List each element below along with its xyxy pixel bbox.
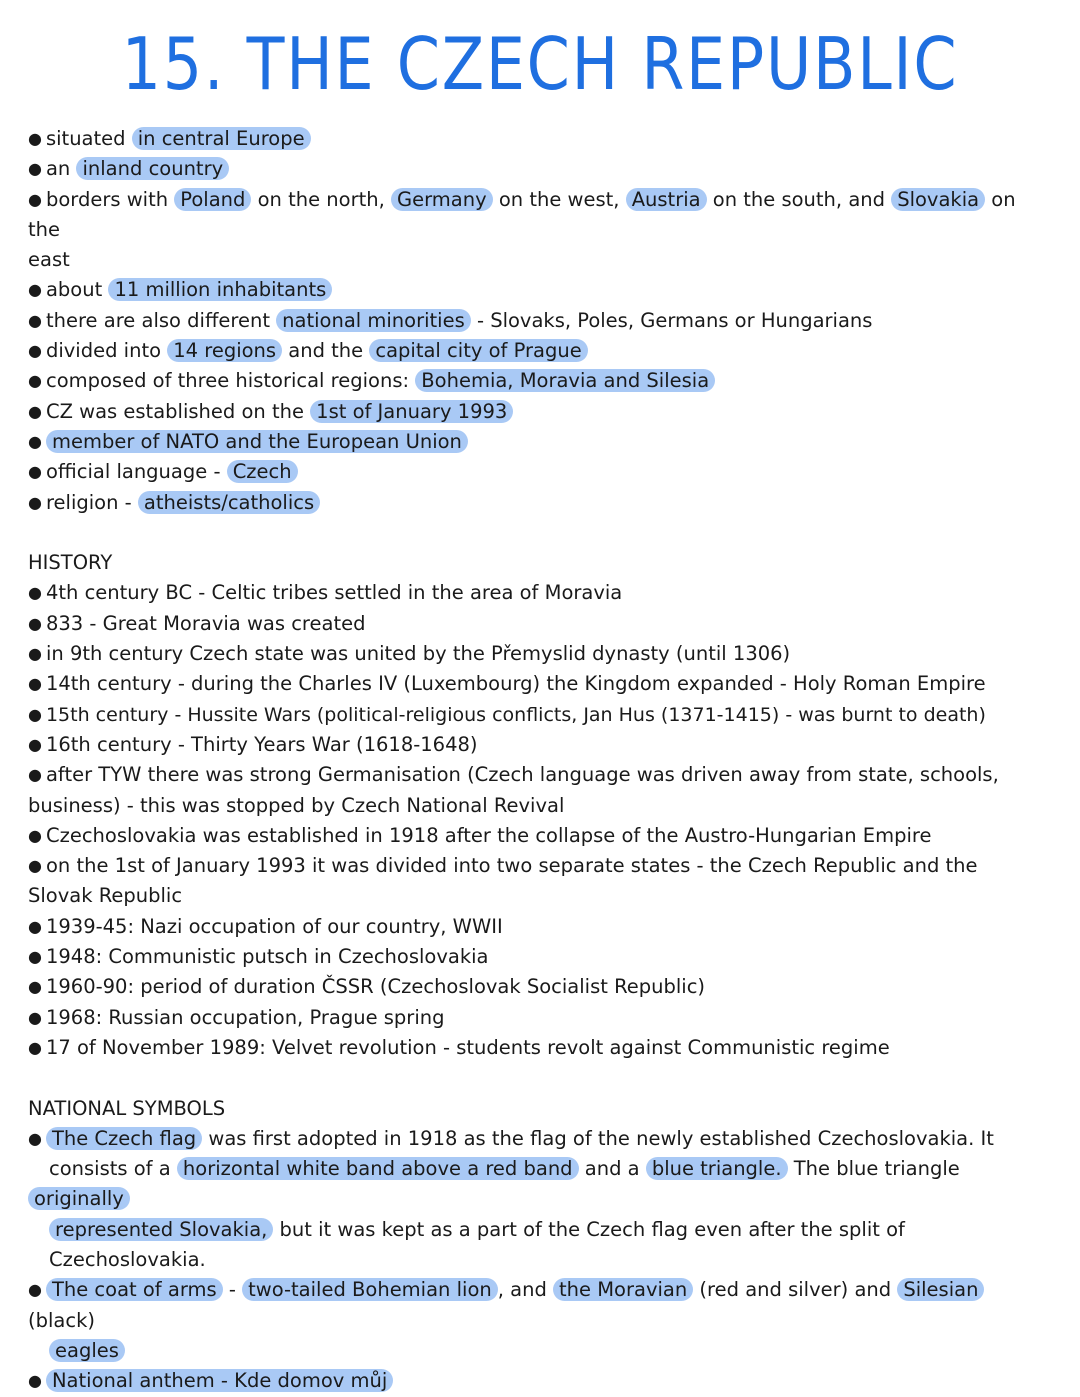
list-item [28,336,1038,366]
continuation [28,1218,905,1241]
list-item [28,154,1038,184]
section-heading-symbols: NATIONAL SYMBOLS [28,1096,226,1120]
bullet-dot-icon: ● [28,916,42,936]
list-item [28,1275,1038,1366]
highlight: National anthem - Kde domov můj [46,1369,393,1392]
bullet-dot-icon: ● [28,674,42,694]
list-item [28,1033,1038,1063]
continuation [28,1248,206,1271]
list-item [28,942,1038,972]
bullet-dot-icon: ● [28,371,42,391]
bullet-dot-icon: ● [28,977,42,997]
bullet-dot-icon: ● [28,341,42,361]
list-item [28,427,1038,457]
text: 1960-90: period of duration ČSSR (Czechoslovak Socialist Republic) [45,975,706,999]
highlight: 11 million inhabitants [108,278,332,301]
list-item [28,1366,1038,1396]
list-item [28,700,1038,730]
list-item [28,488,1038,518]
text: Czechoslovakia was established in 1918 after the collapse of the Austro-Hungarian Empire [45,823,932,847]
text: 833 - Great Moravia was created [45,611,366,635]
section-heading-history: HISTORY [28,551,113,575]
text: after TYW there was strong Germanisation (Czech language was driven away from state, schools, [45,763,999,787]
continuation [28,1339,125,1362]
list-item [28,851,1038,912]
bullet-dot-icon: ● [28,947,42,967]
list-item [28,669,1038,699]
text: on the west, [492,187,626,211]
text: 1948: Communistic putsch in Czechoslovakia [45,945,489,969]
bullet-dot-icon: ● [28,704,42,724]
spacer [28,1063,1038,1093]
bullet-dot-icon: ● [28,280,42,300]
highlight: represented Slovakia, [49,1218,273,1241]
highlight: Bohemia, Moravia and Silesia [415,369,715,392]
bullet-dot-icon: ● [28,1007,42,1027]
list-item [28,457,1038,487]
text: east [28,248,70,272]
text: on the [28,187,1016,241]
bullet-dot-icon: ● [28,1037,42,1057]
highlight: atheists/catholics [138,491,320,514]
text: on the 1st of January 1993 it was divided into two separate states - the Czech Republic and the [45,854,978,878]
page-title: 15. THE CZECH REPUBLIC [121,22,959,106]
text: business) - this was stopped by Czech National Revival [28,793,565,817]
list-item [28,972,1038,1002]
text: (black) [28,1308,95,1332]
text: 1968: Russian occupation, Prague spring [45,1005,445,1029]
list-item [28,306,1038,336]
bullet-dot-icon: ● [28,613,42,633]
bullet-dot-icon: ● [28,462,42,482]
bullet-dot-icon: ● [28,159,42,179]
highlight: The coat of arms [46,1278,223,1301]
text: 14th century - during the Charles IV (Luxembourg) the Kingdom expanded - Holy Roman Empire [45,672,986,696]
text: Czechoslovakia. [49,1247,206,1271]
text: but it was kept as a part of the Czech flag even after the split of [273,1217,905,1241]
text: religion - [45,490,138,514]
highlight: Austria [626,188,707,211]
bullet-dot-icon: ● [28,129,42,148]
list-item [28,578,1038,608]
list-item [28,275,1038,305]
text: CZ was established on the [45,399,311,423]
bullet-dot-icon: ● [28,734,42,754]
list-item [28,730,1038,760]
text: 15th century - Hussite Wars (political-religious conflicts, Jan Hus (1371-1415) - was burnt to death) [45,703,986,726]
bullet-dot-icon: ● [28,310,42,330]
text: , and [497,1278,554,1302]
text: (red and silver) and [693,1278,898,1302]
text: on the south, and [706,187,892,211]
list-item [28,124,1038,154]
text: official language - [45,460,227,484]
text: an [45,157,77,181]
text: composed of three historical regions: [45,369,416,393]
highlight: The Czech flag [46,1127,202,1150]
bullet-dot-icon: ● [28,189,42,209]
bullet-dot-icon: ● [28,1280,42,1300]
bullet-dot-icon: ● [28,401,42,421]
list-item [28,639,1038,669]
highlight: inland country [76,157,229,180]
text: 16th century - Thirty Years War (1618-1648) [45,732,478,756]
highlight: Poland [174,188,251,211]
text: there are also different [45,308,277,332]
text: about [45,278,109,302]
bullet-dot-icon: ● [28,1371,42,1391]
highlight: horizontal white band above a red band [177,1157,579,1180]
text: The blue triangle [787,1157,960,1181]
text: on the north, [251,187,391,211]
highlight: Silesian [897,1278,984,1301]
bullet-dot-icon: ● [28,856,42,876]
list-item [28,912,1038,942]
list-item [28,821,1038,851]
bullet-dot-icon: ● [28,1128,42,1148]
highlight: national minorities [276,309,471,332]
highlight: eagles [49,1339,125,1362]
text: situated [45,127,132,150]
text: and a [578,1157,646,1181]
text: divided into [45,339,168,363]
list-item [28,397,1038,427]
text: was first adopted in 1918 as the flag of the newly established Czechoslovakia. It [202,1126,994,1150]
highlight: 1st of January 1993 [310,400,513,423]
text: - Slovaks, Poles, Germans or Hungarians [470,308,873,332]
spacer [28,518,1038,548]
bullet-dot-icon: ● [28,644,42,664]
list-item [28,1003,1038,1033]
list-item [28,760,1038,821]
bullet-dot-icon: ● [28,431,42,451]
highlight: Czech [227,460,298,483]
text: 4th century BC - Celtic tribes settled in the area of Moravia [45,581,623,605]
bullet-dot-icon: ● [28,765,42,785]
text: 17 of November 1989: Velvet revolution - students revolt against Communistic regime [45,1035,890,1059]
text: Slovak Republic [28,884,183,908]
highlight: member of NATO and the European Union [46,430,468,453]
highlight: the Moravian [553,1278,693,1301]
list-item [28,609,1038,639]
list-item [28,366,1038,396]
bullet-dot-icon: ● [28,492,42,512]
list-item [28,185,1038,276]
highlight: blue triangle. [646,1157,788,1180]
text: 1939-45: Nazi occupation of our country, WWII [45,914,503,938]
text: - [222,1278,243,1302]
continuation [28,1157,960,1210]
highlight: capital city of Prague [369,339,587,362]
highlight: 14 regions [167,339,282,362]
highlight: Slovakia [891,188,985,211]
text: consists of a [49,1157,177,1181]
bullet-dot-icon: ● [28,583,42,603]
highlight: two-tailed Bohemian lion [242,1278,498,1301]
highlight: originally [28,1187,130,1210]
highlight: Germany [391,188,493,211]
notes-body [28,124,1038,1396]
bullet-dot-icon: ● [28,825,42,845]
text: and the [282,339,370,363]
list-item [28,1124,1038,1275]
highlight: in central Europe [132,127,311,150]
text: borders with [45,187,175,211]
text: in 9th century Czech state was united by the Přemyslid dynasty (until 1306) [45,642,791,666]
